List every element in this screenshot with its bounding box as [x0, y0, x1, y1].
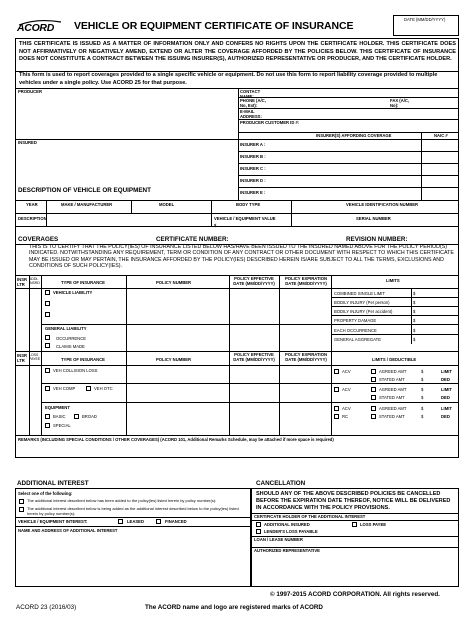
veh-collision-checkbox[interactable] — [45, 368, 50, 373]
claims-made-label: CLAIMS MADE — [56, 344, 85, 349]
agreed-checkbox-1[interactable] — [371, 369, 376, 374]
lenders-loss-label: LENDER'S LOSS PAYABLE — [264, 529, 318, 534]
acv-checkbox-3[interactable] — [334, 406, 339, 411]
cert-holder-label: CERTIFICATE HOLDER OF THE ADDITIONAL INTEREST — [254, 514, 366, 519]
vehicle-liability-checkbox[interactable] — [45, 290, 50, 295]
leased-checkbox[interactable] — [118, 519, 123, 524]
cancellation-title: CANCELLATION — [256, 480, 306, 487]
csl-dollar: $ — [413, 291, 416, 296]
value-dollar: $ — [214, 223, 217, 228]
vehicle-value-label: VEHICLE / EQUIPMENT VALUE — [214, 216, 276, 221]
limit-label-2: LIMIT — [441, 387, 452, 392]
insurer-b[interactable]: INSURER B : — [240, 154, 266, 159]
contact-name-label: CONTACT NAME: — [240, 89, 261, 99]
phone-label: PHONE (A/C, No, Ext): — [240, 98, 266, 108]
limits-deductible: LIMITS / DEDUCTIBLE — [372, 357, 417, 362]
model-col: MODEL — [159, 202, 175, 207]
loss-payee-label: LOSS PAYEE — [360, 522, 387, 527]
registered-marks: The ACORD name and logo are registered marks of ACORD — [145, 604, 323, 611]
insurer-d[interactable]: INSURER D : — [240, 178, 266, 183]
financed-checkbox[interactable] — [156, 519, 161, 524]
limit-dollar-1: $ — [421, 369, 424, 374]
interest-label: VEHICLE / EQUIPMENT INTEREST: — [18, 519, 88, 524]
gen-aggregate-label: GENERAL AGGREGATE — [334, 337, 382, 342]
insurer-a[interactable]: INSURER A : — [240, 142, 266, 147]
limit-dollar-3: $ — [421, 406, 424, 411]
addl-insrd-1: ADDL INSRD — [29, 277, 40, 285]
rc-checkbox[interactable] — [334, 414, 339, 419]
stated-checkbox-3[interactable] — [371, 414, 376, 419]
form-title: VEHICLE OR EQUIPMENT CERTIFICATE OF INSURANCE — [74, 20, 354, 32]
revision-number-label: REVISION NUMBER: — [346, 236, 408, 243]
acv-label-2: ACV — [342, 387, 351, 392]
csl-label: COMBINED SINGLE LIMIT — [334, 291, 385, 296]
special-label: SPECIAL — [53, 423, 71, 428]
ded-label-3: DED — [441, 414, 450, 419]
veh-otc-label: VEH OTC — [94, 386, 113, 391]
each-occurrence-label: EACH OCCURRENCE — [334, 328, 377, 333]
agreed-checkbox-3[interactable] — [371, 406, 376, 411]
broad-label: BROAD — [82, 414, 97, 419]
authorized-rep-label: AUTHORIZED REPRESENTATIVE — [254, 548, 320, 553]
type-insurance-1: TYPE OF INSURANCE — [61, 280, 105, 285]
insr-ltr-2: INSR LTR — [17, 353, 28, 363]
policy-number-2: POLICY NUMBER — [156, 357, 192, 362]
option-being-added-text: The additional interest described below is being added as the additional interest described below to the policy(ies) listed herein by policy number(s): — [27, 506, 239, 516]
bi-person-label: BODILY INJURY (Per person) — [334, 300, 390, 305]
rc-label: RC — [342, 414, 349, 419]
stated-label-2: STATED AMT — [379, 395, 405, 400]
loss-payee-checkbox[interactable] — [352, 522, 357, 527]
insurers-affording-label: INSURER(S) AFFORDING COVERAGE — [316, 133, 392, 138]
limits-1: LIMITS — [386, 278, 400, 283]
vehicle-liability-label: VEHICLE LIABILITY — [53, 290, 93, 295]
customer-id-label: PRODUCER CUSTOMER ID #: — [240, 120, 300, 125]
ded-dollar-1: $ — [421, 377, 424, 382]
insr-ltr-1: INSR LTR — [17, 277, 28, 287]
producer-label: PRODUCER — [18, 89, 42, 94]
insurer-c[interactable]: INSURER C : — [240, 166, 266, 171]
pd-dollar: $ — [413, 318, 416, 323]
limit-dollar-2: $ — [421, 387, 424, 392]
acv-checkbox-2[interactable] — [334, 387, 339, 392]
additional-interest-title: ADDITIONAL INTEREST — [17, 480, 89, 487]
acv-label-3: ACV — [342, 406, 351, 411]
agreed-label-3: AGREED AMT — [379, 406, 407, 411]
policy-number-1: POLICY NUMBER — [156, 280, 192, 285]
cancellation-text: SHOULD ANY OF THE ABOVE DESCRIBED POLICIES BE CANCELLED BEFORE THE EXPIRATION DATE THEREOF, NOTICE WILL BE DELIVERED IN ACCORDANCE WITH THE POLICY PROVISIONS. — [256, 491, 451, 511]
vl-extra-checkbox-1[interactable] — [45, 301, 50, 306]
coverages-title: COVERAGES — [18, 236, 59, 243]
usage-note: This form is used to report coverages provided to a single specific vehicle or equipment. Do not use this form to report liability coverage provided to multiple vehicles under a single policy. Use ACORD 25 for that purpose. — [19, 72, 438, 86]
body-type-col: BODY TYPE — [236, 202, 261, 207]
stated-label-1: STATED AMT — [379, 377, 405, 382]
acv-checkbox-1[interactable] — [334, 369, 339, 374]
insured-label: INSURED — [18, 140, 37, 145]
bi-accident-label: BODILY INJURY (Per accident) — [334, 309, 393, 314]
exp-date-1: POLICY EXPIRATION DATE (MM/DD/YYYY) — [285, 276, 327, 286]
veh-comp-label: VEH COMP — [53, 386, 76, 391]
general-liability-label: GENERAL LIABILITY — [45, 326, 87, 331]
copyright: © 1997-2015 ACORD CORPORATION. All rights reserved. — [270, 591, 440, 598]
occurrence-label: OCCURRENCE — [56, 336, 87, 341]
bi-person-dollar: $ — [413, 300, 416, 305]
stated-checkbox-2[interactable] — [371, 395, 376, 400]
agreed-label-1: AGREED AMT — [379, 369, 407, 374]
option-added-text: The additional interest described below has been added to the policy(ies) listed herein by policy number(s): — [27, 498, 217, 503]
agreed-checkbox-2[interactable] — [371, 387, 376, 392]
acv-label-1: ACV — [342, 369, 351, 374]
make-col: MAKE / MANUFACTURER — [61, 202, 113, 207]
equipment-label: EQUIPMENT — [45, 405, 70, 410]
certificate-form — [15, 38, 459, 458]
loan-lease-label: LOAN / LEASE NUMBER — [254, 537, 303, 542]
vl-extra-checkbox-2[interactable] — [45, 312, 50, 317]
veh-comp-checkbox[interactable] — [45, 386, 50, 391]
eff-date-2: POLICY EFFECTIVE DATE (MM/DD/YYYY) — [233, 352, 275, 362]
additional-interest-box — [15, 488, 251, 587]
property-damage-label: PROPERTY DAMAGE — [334, 318, 377, 323]
email-label: E-MAIL ADDRESS: — [240, 109, 262, 119]
fax-label: FAX (A/C, No): — [390, 98, 410, 108]
vin-col: VEHICLE IDENTIFICATION NUMBER — [346, 202, 419, 207]
stated-checkbox-1[interactable] — [371, 377, 376, 382]
financed-label: FINANCED — [165, 519, 187, 524]
producer-block[interactable] — [16, 88, 238, 132]
additional-insured-checkbox[interactable] — [256, 522, 261, 527]
ded-label-1: DED — [441, 377, 450, 382]
option-added-checkbox[interactable] — [19, 499, 24, 504]
gen-agg-dollar: $ — [413, 337, 416, 342]
claims-made-checkbox[interactable] — [45, 343, 50, 348]
name-address-label: NAME AND ADDRESS OF ADDITIONAL INTEREST — [18, 528, 118, 533]
special-checkbox[interactable] — [45, 423, 50, 428]
veh-otc-checkbox[interactable] — [86, 386, 91, 391]
naic-label: NAIC # — [434, 133, 448, 138]
description-label: DESCRIPTION — [18, 216, 47, 221]
date-field[interactable] — [393, 15, 459, 36]
ded-dollar-2: $ — [421, 395, 424, 400]
coverages-notice: THIS IS TO CERTIFY THAT THE POLICY(IES) OF INSURANCE LISTED BELOW HAS/HAVE BEEN ISSUED TO THE INSURED NAMED ABOVE FOR THE POLICY PERIOD(S) INDICATED. NOTWITHSTANDING ANY REQUIREMENT, TERM OR CONDITION OF ANY CONTRACT OR OTHER DOCUMENT WITH RESPECT TO WHICH THIS CERTIFICATE MAY BE ISSUED OR MAY PERTAIN, THE INSURANCE AFFORDED BY THE POLICY(IES) DESCRIBED HEREIN IS/ARE SUBJECT TO ALL THE TERMS, EXCLUSIONS AND CONDITIONS OF SUCH POLICY(IES). — [29, 244, 454, 269]
valuation-grid — [331, 365, 459, 435]
ded-dollar-3: $ — [421, 414, 424, 419]
eff-date-1: POLICY EFFECTIVE DATE (MM/DD/YYYY) — [233, 276, 275, 286]
veh-collision-label: VEH COLLISION LOSS — [53, 368, 98, 373]
type-insurance-2: TYPE OF INSURANCE — [61, 357, 105, 362]
occurrence-checkbox[interactable] — [45, 335, 50, 340]
basic-checkbox[interactable] — [45, 414, 50, 419]
date-label: DATE (MM/DD/YYYY) — [404, 17, 446, 22]
select-one-label: Select one of the following: — [18, 491, 73, 496]
exp-date-2: POLICY EXPIRATION DATE (MM/DD/YYYY) — [285, 352, 327, 362]
additional-insured-label: ADDITIONAL INSURED — [264, 522, 310, 527]
insurer-list — [238, 139, 459, 199]
contact-block — [238, 88, 459, 132]
remarks-label: REMARKS (INCLUDING SPECIAL CONDITIONS / OTHER COVERAGES) (ACORD 101, Additional Remarks Schedule, may be attached if more space is required) — [18, 437, 334, 442]
each-occ-dollar: $ — [413, 328, 416, 333]
agreed-label-2: AGREED AMT — [379, 387, 407, 392]
stated-label-3: STATED AMT — [379, 414, 405, 419]
limit-label-3: LIMIT — [441, 406, 452, 411]
leased-label: LEASED — [127, 519, 144, 524]
cancellation-box — [251, 488, 459, 587]
certificate-notice: THIS CERTIFICATE IS ISSUED AS A MATTER OF INFORMATION ONLY AND CONFERS NO RIGHTS UPON THE CERTIFICATE HOLDER. THIS CERTIFICATE DOES NOT AFFIRMATIVELY OR NEGATIVELY AMEND, EXTEND OR ALTER THE COVERAGE AFFORDED BY THE POLICIES BELOW. THIS CERTIFICATE OF INSURANCE DOES NOT CONSTITUTE A CONTRACT BETWEEN THE ISSUING INSURER(S), AUTHORIZED REPRESENTATIVE OR PRODUCER, AND THE CERTIFICATE HOLDER. — [19, 41, 456, 62]
option-being-added-checkbox[interactable] — [19, 507, 24, 512]
acord-logo-text: ACORD — [17, 22, 54, 34]
ded-label-2: DED — [441, 395, 450, 400]
form-number: ACORD 23 (2016/03) — [16, 604, 77, 611]
basic-label: BASIC — [53, 414, 66, 419]
lenders-loss-checkbox[interactable] — [256, 529, 261, 534]
insurer-e[interactable]: INSURER E : — [240, 190, 266, 195]
certificate-number-label: CERTIFICATE NUMBER: — [156, 236, 229, 243]
limit-label-1: LIMIT — [441, 369, 452, 374]
broad-checkbox[interactable] — [74, 414, 79, 419]
year-col: YEAR — [26, 202, 38, 207]
vehicle-section-title: DESCRIPTION OF VEHICLE OR EQUIPMENT — [18, 187, 151, 194]
bi-accident-dollar: $ — [413, 309, 416, 314]
loss-payee-col: LOSS PAYEE — [29, 353, 41, 361]
acord-logo — [17, 19, 65, 33]
serial-label: SERIAL NUMBER — [356, 216, 391, 221]
